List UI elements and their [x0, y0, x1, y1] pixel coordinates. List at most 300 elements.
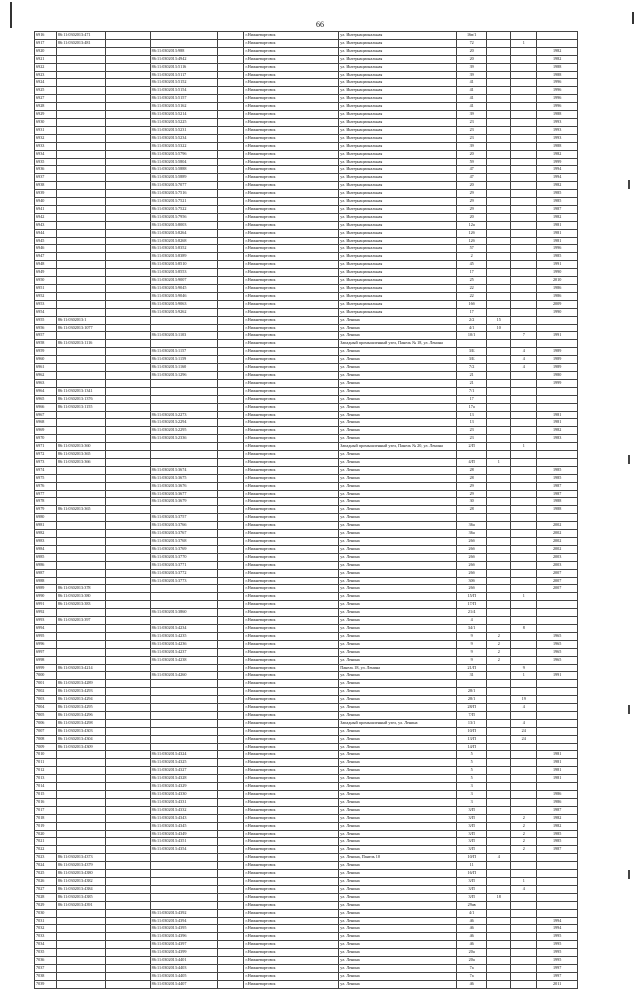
city-cell: г.Нижневартовск [244, 142, 339, 150]
street-cell: ул. Ленина [339, 387, 457, 395]
cadastral-number-b [105, 885, 150, 893]
cadastral-number-a [56, 356, 105, 364]
blank-cell [218, 854, 244, 862]
cadastral-number-a: 86:11:0302013:397 [56, 617, 105, 625]
value-cell [487, 846, 511, 854]
value-cell [487, 972, 511, 980]
table-row [35, 182, 578, 190]
cadastral-number-b [105, 514, 150, 522]
value-cell [487, 285, 511, 293]
cadastral-number-a [56, 158, 105, 166]
cadastral-number-a [56, 308, 105, 316]
cadastral-number-b [105, 704, 150, 712]
value-cell [511, 269, 537, 277]
value-cell [487, 166, 511, 174]
city-cell: г.Нижневартовск [244, 593, 339, 601]
street-cell: ул. Ленина [339, 427, 457, 435]
city-cell: г.Нижневартовск [244, 403, 339, 411]
street-cell: ул. Ленина [339, 727, 457, 735]
table-row [35, 577, 578, 585]
row-number: 6985 [35, 553, 57, 561]
cadastral-number-c: 86:11:0302013:5152 [150, 79, 218, 87]
cadastral-number-c: 86:11:0302013:5231 [150, 126, 218, 134]
cadastral-number-c [150, 32, 218, 40]
year-cell: 1981 [537, 229, 578, 237]
city-cell: г.Нижневартовск [244, 174, 339, 182]
value-cell [487, 775, 511, 783]
value-cell [487, 71, 511, 79]
year-cell [537, 609, 578, 617]
street-cell: ул. Ленина [339, 798, 457, 806]
year-cell: 1986 [537, 285, 578, 293]
cadastral-number-a [56, 767, 105, 775]
blank-cell [218, 593, 244, 601]
cadastral-number-c: 86:11:0302013:2336 [150, 435, 218, 443]
city-cell: г.Нижневартовск [244, 640, 339, 648]
street-cell: ул. Ленина [339, 791, 457, 799]
cadastral-number-a [56, 846, 105, 854]
year-cell: 2007 [537, 569, 578, 577]
blank-cell [218, 308, 244, 316]
value-cell [487, 395, 511, 403]
cadastral-number-b [105, 767, 150, 775]
cadastral-number-b [105, 585, 150, 593]
house-number-cell: 20 [457, 182, 487, 190]
city-cell: г.Нижневартовск [244, 545, 339, 553]
value-cell [487, 229, 511, 237]
year-cell [537, 735, 578, 743]
table-row [35, 419, 578, 427]
house-number-cell: 39 [457, 142, 487, 150]
blank-cell [218, 205, 244, 213]
house-number-cell: 3 [457, 791, 487, 799]
cadastral-number-b [105, 142, 150, 150]
cadastral-number-a [56, 838, 105, 846]
street-cell: ул. Ленина [339, 680, 457, 688]
row-number: 6989 [35, 585, 57, 593]
cadastral-number-c: 86:11:0302013:8268 [150, 237, 218, 245]
row-number: 7012 [35, 767, 57, 775]
year-cell [537, 893, 578, 901]
value-cell: 19 [511, 696, 537, 704]
street-cell: ул. Ленина [339, 870, 457, 878]
cadastral-number-c: 86:11:0302013:5154 [150, 87, 218, 95]
city-cell: г.Нижневартовск [244, 941, 339, 949]
street-cell: ул. Ленина [339, 482, 457, 490]
cadastral-number-a [56, 103, 105, 111]
blank-cell [218, 624, 244, 632]
value-cell [511, 190, 537, 198]
cadastral-number-c [150, 680, 218, 688]
house-number-cell: 2/2 [457, 316, 487, 324]
cadastral-number-a [56, 229, 105, 237]
house-number-cell: 47 [457, 166, 487, 174]
cadastral-number-a [56, 174, 105, 182]
blank-cell [218, 253, 244, 261]
row-number: 6986 [35, 561, 57, 569]
cadastral-number-b [105, 917, 150, 925]
value-cell [511, 466, 537, 474]
row-number: 7039 [35, 980, 57, 988]
cadastral-number-c: 86:11:0302013:3773 [150, 577, 218, 585]
city-cell: г.Нижневартовск [244, 221, 339, 229]
value-cell: 2 [487, 648, 511, 656]
table-row [35, 624, 578, 632]
cadastral-number-b [105, 972, 150, 980]
cadastral-number-a [56, 47, 105, 55]
city-cell: г.Нижневартовск [244, 435, 339, 443]
value-cell [487, 617, 511, 625]
street-cell: ул. Ленина [339, 648, 457, 656]
cadastral-number-a [56, 561, 105, 569]
house-number-cell: 29 [457, 198, 487, 206]
blank-cell [218, 182, 244, 190]
street-cell: ул. Ленина [339, 348, 457, 356]
cadastral-number-c: 86:11:0302013:4401 [150, 957, 218, 965]
city-cell: г.Нижневартовск [244, 269, 339, 277]
value-cell [487, 877, 511, 885]
row-number: 7019 [35, 822, 57, 830]
blank-cell [218, 387, 244, 395]
cadastral-number-c [150, 885, 218, 893]
value-cell [511, 324, 537, 332]
year-cell [537, 711, 578, 719]
year-cell: 1982 [537, 213, 578, 221]
year-cell [537, 680, 578, 688]
value-cell [487, 719, 511, 727]
year-cell: 1990 [537, 269, 578, 277]
year-cell [537, 387, 578, 395]
value-cell: 1 [487, 458, 511, 466]
house-number-cell: 26б [457, 569, 487, 577]
year-cell [537, 854, 578, 862]
value-cell [487, 569, 511, 577]
cadastral-number-a: 86:11:0302013:1155 [56, 403, 105, 411]
year-cell: 1981 [537, 411, 578, 419]
cadastral-number-b [105, 411, 150, 419]
table-row [35, 506, 578, 514]
house-number-cell: 7а [457, 972, 487, 980]
blank-cell [218, 87, 244, 95]
year-cell [537, 32, 578, 40]
year-cell: 2007 [537, 577, 578, 585]
street-cell: ул. Интернациональная [339, 308, 457, 316]
blank-cell [218, 648, 244, 656]
blank-cell [218, 949, 244, 957]
blank-cell [218, 680, 244, 688]
value-cell [511, 277, 537, 285]
year-cell [537, 601, 578, 609]
street-cell: ул. Ленина [339, 522, 457, 530]
value-cell [511, 387, 537, 395]
house-number-cell: 14/П [457, 743, 487, 751]
city-cell: г.Нижневартовск [244, 253, 339, 261]
cadastral-number-a [56, 751, 105, 759]
value-cell [487, 253, 511, 261]
cadastral-number-c: 86:11:0302013:3676 [150, 482, 218, 490]
house-number-cell [457, 680, 487, 688]
cadastral-number-c [150, 387, 218, 395]
table-row [35, 142, 578, 150]
cadastral-number-a: 86:11:0302013:380 [56, 593, 105, 601]
scan-tick [628, 870, 630, 879]
table-row [35, 229, 578, 237]
blank-cell [218, 79, 244, 87]
table-row [35, 957, 578, 965]
cadastral-number-a [56, 371, 105, 379]
cadastral-number-a: 86:11:0302013:4379 [56, 862, 105, 870]
value-cell [487, 174, 511, 182]
cadastral-number-a [56, 538, 105, 546]
cadastral-number-b [105, 32, 150, 40]
city-cell: г.Нижневартовск [244, 300, 339, 308]
cadastral-number-c [150, 862, 218, 870]
cadastral-number-a: 86:11:0302013:383 [56, 601, 105, 609]
row-number: 6922 [35, 63, 57, 71]
row-number: 7025 [35, 870, 57, 878]
street-cell: ул. Интернациональная [339, 71, 457, 79]
cadastral-number-a: 86:11:0302013:4298 [56, 719, 105, 727]
cadastral-number-b [105, 166, 150, 174]
value-cell [511, 245, 537, 253]
table-row [35, 814, 578, 822]
table-row [35, 316, 578, 324]
blank-cell [218, 941, 244, 949]
house-number-cell: 36а [457, 530, 487, 538]
cadastral-number-c: 86:11:0302013:9045 [150, 285, 218, 293]
cadastral-number-b [105, 640, 150, 648]
table-row [35, 806, 578, 814]
year-cell [537, 403, 578, 411]
value-cell: 2 [511, 846, 537, 854]
cadastral-number-c: 86:11:0302013:5157 [150, 95, 218, 103]
house-number-cell: 41 [457, 95, 487, 103]
table-row [35, 285, 578, 293]
city-cell: г.Нижневартовск [244, 308, 339, 316]
table-row [35, 743, 578, 751]
cadastral-number-a [56, 672, 105, 680]
table-row [35, 332, 578, 340]
row-number: 6979 [35, 506, 57, 514]
row-number: 6942 [35, 213, 57, 221]
row-number: 6920 [35, 47, 57, 55]
house-number-cell: 16б [457, 300, 487, 308]
city-cell: г.Нижневартовск [244, 87, 339, 95]
cadastral-number-a: 86:11:0302013:4391 [56, 901, 105, 909]
cadastral-number-c [150, 696, 218, 704]
city-cell: г.Нижневартовск [244, 925, 339, 933]
city-cell: г.Нижневартовск [244, 561, 339, 569]
cadastral-number-c: 86:11:0302013:4325 [150, 759, 218, 767]
table-row [35, 308, 578, 316]
cadastral-number-b [105, 261, 150, 269]
table-row [35, 719, 578, 727]
value-cell: 10 [487, 324, 511, 332]
street-cell: ул. Ленина [339, 640, 457, 648]
city-cell: г.Нижневартовск [244, 870, 339, 878]
house-number-cell: 12а [457, 221, 487, 229]
city-cell: г.Нижневартовск [244, 624, 339, 632]
cadastral-number-b [105, 482, 150, 490]
value-cell [487, 530, 511, 538]
row-number: 6996 [35, 640, 57, 648]
row-number: 6964 [35, 387, 57, 395]
street-cell: ул. Интернациональная [339, 103, 457, 111]
cadastral-number-a: 86:11:0302013:4384 [56, 885, 105, 893]
cadastral-number-c: 86:11:0302013:4237 [150, 648, 218, 656]
value-cell [511, 798, 537, 806]
year-cell: 1994 [537, 917, 578, 925]
cadastral-number-c: 86:11:0302013:4332 [150, 806, 218, 814]
row-number: 6963 [35, 379, 57, 387]
cadastral-number-a [56, 553, 105, 561]
blank-cell [218, 545, 244, 553]
house-number-cell: 2 [457, 253, 487, 261]
street-cell: ул. Интернациональная [339, 213, 457, 221]
table-row [35, 474, 578, 482]
blank-cell [218, 814, 244, 822]
cadastral-number-c: 86:11:0302013:1160 [150, 364, 218, 372]
value-cell [487, 711, 511, 719]
cadastral-number-a [56, 964, 105, 972]
row-number: 7000 [35, 672, 57, 680]
house-number-cell: 23 [457, 134, 487, 142]
row-number: 7009 [35, 743, 57, 751]
house-number-cell: 16в/1 [457, 32, 487, 40]
row-number: 6947 [35, 253, 57, 261]
cadastral-number-c: 86:11:0302013:4405 [150, 972, 218, 980]
cadastral-number-b [105, 664, 150, 672]
row-number: 6941 [35, 205, 57, 213]
value-cell [487, 601, 511, 609]
street-cell: ул. Ленина [339, 356, 457, 364]
street-cell: ул. Интернациональная [339, 118, 457, 126]
value-cell [487, 245, 511, 253]
blank-cell [218, 221, 244, 229]
city-cell: г.Нижневартовск [244, 498, 339, 506]
row-number: 6976 [35, 482, 57, 490]
year-cell: 1991 [537, 261, 578, 269]
value-cell [487, 917, 511, 925]
blank-cell [218, 933, 244, 941]
value-cell [487, 909, 511, 917]
street-cell: ул. Ленина [339, 783, 457, 791]
value-cell [511, 767, 537, 775]
year-cell: 1996 [537, 87, 578, 95]
row-number: 6955 [35, 316, 57, 324]
cadastral-number-b [105, 569, 150, 577]
blank-cell [218, 862, 244, 870]
house-number-cell: 46 [457, 925, 487, 933]
value-cell [511, 617, 537, 625]
value-cell [511, 316, 537, 324]
blank-cell [218, 32, 244, 40]
cadastral-number-c: 86:11:0302013:3766 [150, 522, 218, 530]
blank-cell [218, 379, 244, 387]
row-number: 6949 [35, 269, 57, 277]
year-cell [537, 901, 578, 909]
street-cell: Западный промышленный узел, Панель № 18, ул. Ленина [339, 340, 457, 348]
street-cell: ул. Ленина [339, 672, 457, 680]
cadastral-number-b [105, 221, 150, 229]
cadastral-number-a [56, 126, 105, 134]
cadastral-number-b [105, 458, 150, 466]
blank-cell [218, 885, 244, 893]
city-cell: г.Нижневартовск [244, 901, 339, 909]
blank-cell [218, 719, 244, 727]
table-row [35, 190, 578, 198]
value-cell [511, 522, 537, 530]
street-cell: ул. Интернациональная [339, 79, 457, 87]
cadastral-number-a [56, 198, 105, 206]
table-row [35, 704, 578, 712]
blank-cell [218, 300, 244, 308]
year-cell: 2002 [537, 530, 578, 538]
cadastral-number-c [150, 870, 218, 878]
cadastral-number-c: 86:11:0302013:4327 [150, 767, 218, 775]
cadastral-number-c: 86:11:0302013:7521 [150, 198, 218, 206]
blank-cell [218, 63, 244, 71]
property-registry-table [34, 31, 578, 989]
cadastral-number-b [105, 672, 150, 680]
house-number-cell: 22 [457, 292, 487, 300]
value-cell [511, 174, 537, 182]
cadastral-number-b [105, 759, 150, 767]
value-cell [487, 798, 511, 806]
house-number-cell: 4/1 [457, 324, 487, 332]
row-number: 7030 [35, 909, 57, 917]
blank-cell [218, 980, 244, 988]
cadastral-number-a: 86:11:0302013:1116 [56, 340, 105, 348]
value-cell [511, 111, 537, 119]
street-cell: ул. Ленина [339, 577, 457, 585]
blank-cell [218, 55, 244, 63]
value-cell [487, 261, 511, 269]
street-cell: ул. Ленина [339, 656, 457, 664]
blank-cell [218, 964, 244, 972]
blank-cell [218, 237, 244, 245]
row-number: 6933 [35, 142, 57, 150]
cadastral-number-a [56, 545, 105, 553]
street-cell: ул. Интернациональная [339, 87, 457, 95]
value-cell [511, 901, 537, 909]
cadastral-number-a [56, 474, 105, 482]
blank-cell [218, 696, 244, 704]
cadastral-number-a [56, 118, 105, 126]
blank-cell [218, 577, 244, 585]
value-cell [487, 87, 511, 95]
year-cell [537, 458, 578, 466]
cadastral-number-c: 86:11:0302013:4397 [150, 941, 218, 949]
cadastral-number-a: 86:11:0302013:4293 [56, 688, 105, 696]
row-number: 6927 [35, 95, 57, 103]
cadastral-number-c: 86:11:0302013:4330 [150, 791, 218, 799]
cadastral-number-a [56, 806, 105, 814]
street-cell: ул. Ленина [339, 316, 457, 324]
row-number: 6998 [35, 656, 57, 664]
street-cell: ул. Ленина [339, 451, 457, 459]
cadastral-number-b [105, 474, 150, 482]
city-cell: г.Нижневартовск [244, 111, 339, 119]
house-number-cell: 10/П [457, 854, 487, 862]
row-number: 6932 [35, 134, 57, 142]
value-cell [487, 190, 511, 198]
street-cell: ул. Ленина [339, 885, 457, 893]
street-cell: ул. Интернациональная [339, 261, 457, 269]
value-cell [511, 142, 537, 150]
year-cell: 1985 [537, 830, 578, 838]
cadastral-number-c: 86:11:0302013:5234 [150, 134, 218, 142]
